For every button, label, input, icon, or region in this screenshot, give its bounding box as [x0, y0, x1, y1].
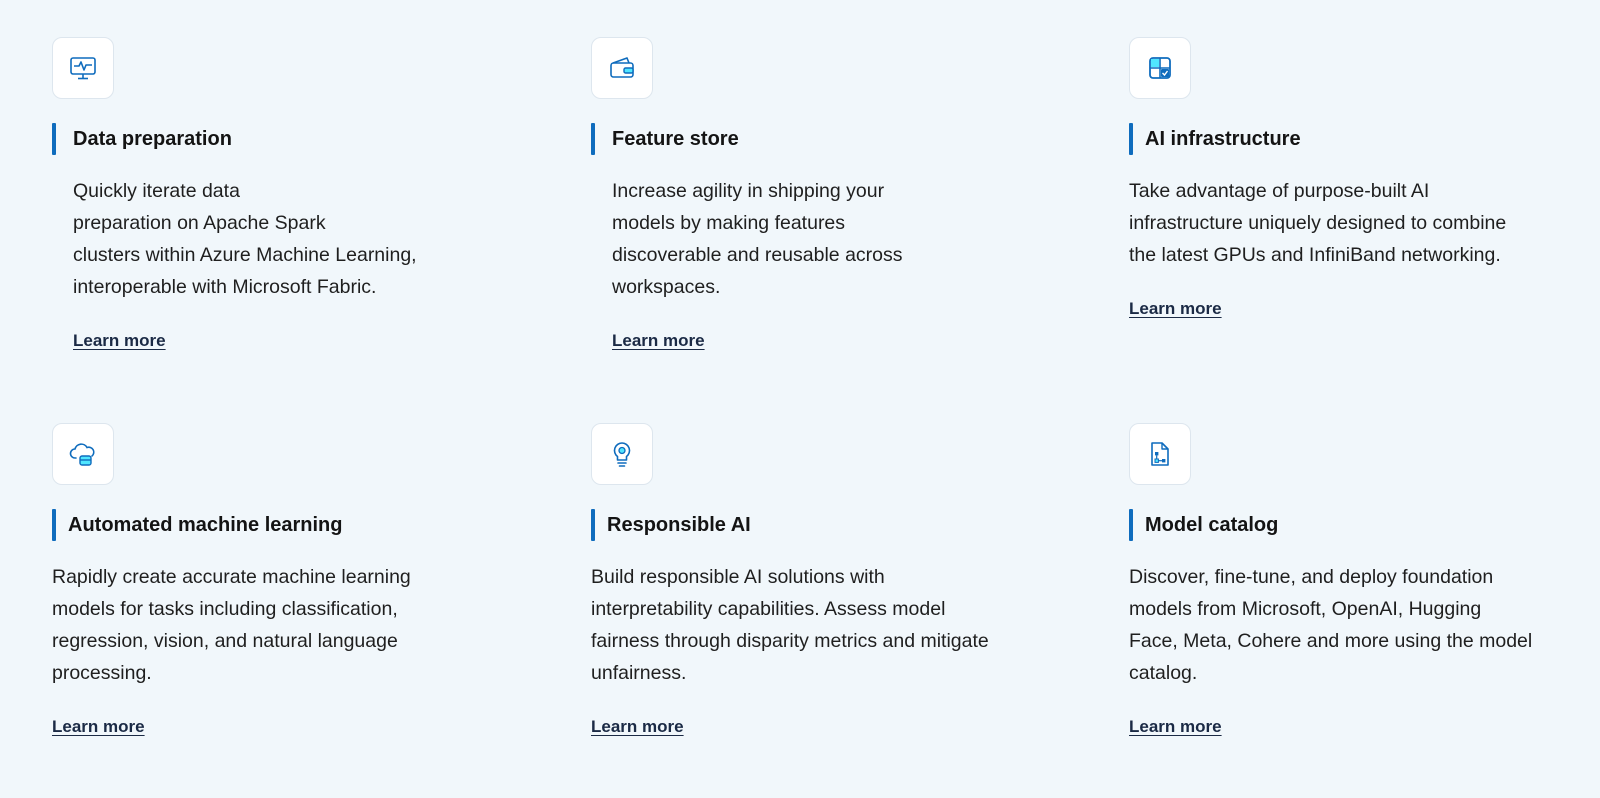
- learn-more-link[interactable]: Learn more: [612, 331, 705, 350]
- card-description: [591, 561, 989, 689]
- card-heading: [52, 123, 232, 155]
- accent-bar: [591, 509, 595, 541]
- card-title: Feature store: [612, 128, 739, 150]
- description-line: models from Microsoft, OpenAI, Hugging: [1129, 598, 1482, 620]
- card-title: Model catalog: [1145, 514, 1279, 536]
- description-line: Quickly iterate data: [73, 180, 240, 202]
- description-line: the latest GPUs and InfiniBand networking.: [1129, 244, 1501, 266]
- card-heading: [591, 123, 739, 155]
- description-line: regression, vision, and natural language: [52, 630, 398, 652]
- description-line: Rapidly create accurate machine learning: [52, 566, 411, 588]
- card-description: [73, 175, 417, 303]
- description-line: infrastructure uniquely designed to combine: [1129, 212, 1507, 234]
- description-line: Build responsible AI solutions with: [591, 566, 885, 588]
- accent-bar: [52, 123, 56, 155]
- cloud-database-icon: [52, 423, 114, 485]
- description-line: fairness through disparity metrics and mitigate: [591, 630, 989, 652]
- card-title: Automated machine learning: [68, 514, 343, 536]
- description-line: interpretability capabilities. Assess model: [591, 598, 946, 620]
- description-line: catalog.: [1129, 662, 1198, 684]
- learn-more-link[interactable]: Learn more: [591, 717, 684, 736]
- description-line: Increase agility in shipping your: [612, 180, 885, 202]
- document-flowchart-icon: [1129, 423, 1191, 485]
- learn-more-link[interactable]: Learn more: [1129, 717, 1222, 736]
- card-title: AI infrastructure: [1145, 128, 1301, 150]
- description-line: Face, Meta, Cohere and more using the model: [1129, 630, 1533, 652]
- learn-more-link[interactable]: Learn more: [73, 331, 166, 350]
- description-line: workspaces.: [612, 276, 721, 298]
- card-heading: [52, 509, 343, 541]
- accent-bar: [1129, 123, 1133, 155]
- description-line: models by making features: [612, 212, 846, 234]
- learn-more-link[interactable]: Learn more: [1129, 299, 1222, 318]
- description-line: processing.: [52, 662, 152, 684]
- description-line: unfairness.: [591, 662, 687, 684]
- wallet-icon: [591, 37, 653, 99]
- description-line: Take advantage of purpose-built AI: [1129, 180, 1430, 202]
- grid-check-icon: [1129, 37, 1191, 99]
- description-line: models for tasks including classification,: [52, 598, 398, 620]
- card-heading: [1129, 123, 1301, 155]
- description-line: Discover, fine-tune, and deploy foundation: [1129, 566, 1494, 588]
- lightbulb-icon: [591, 423, 653, 485]
- description-line: discoverable and reusable across: [612, 244, 903, 266]
- card-description: [1129, 175, 1506, 271]
- card-title: Responsible AI: [607, 514, 751, 536]
- card-title: Data preparation: [73, 128, 232, 150]
- card-description: [52, 561, 411, 689]
- card-description: [1129, 561, 1532, 689]
- accent-bar: [52, 509, 56, 541]
- description-line: clusters within Azure Machine Learning,: [73, 244, 417, 266]
- card-description: [612, 175, 903, 303]
- learn-more-link[interactable]: Learn more: [52, 717, 145, 736]
- monitor-heartbeat-icon: [52, 37, 114, 99]
- description-line: preparation on Apache Spark: [73, 212, 326, 234]
- card-heading: [1129, 509, 1278, 541]
- card-heading: [591, 509, 751, 541]
- accent-bar: [1129, 509, 1133, 541]
- accent-bar: [591, 123, 595, 155]
- description-line: interoperable with Microsoft Fabric.: [73, 276, 377, 298]
